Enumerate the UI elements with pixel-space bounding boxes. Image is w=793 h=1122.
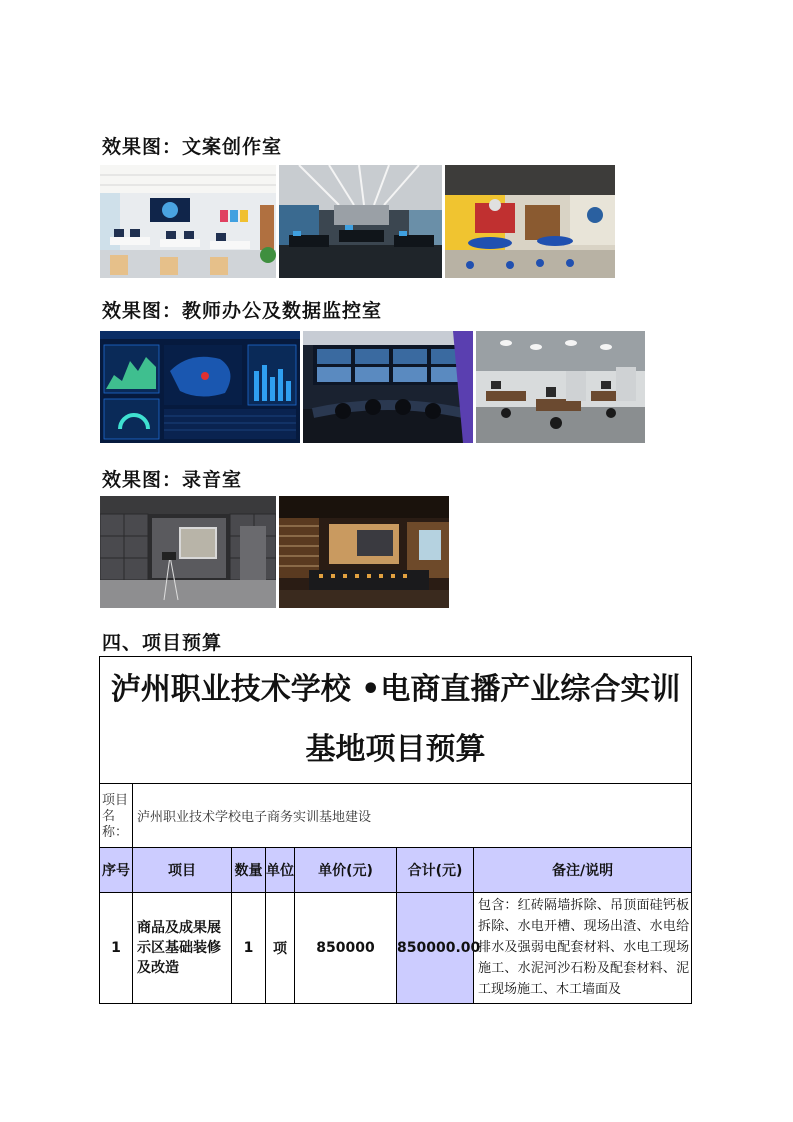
open-office-photo: [476, 331, 645, 443]
header-unit-price: 单价(元): [295, 848, 397, 893]
recording-studio-photo: [279, 496, 449, 608]
table-row: [100, 893, 692, 1004]
header-note: 备注/说明: [474, 848, 692, 893]
header-index: 序号: [100, 848, 133, 893]
table-header-row: [100, 848, 692, 893]
row-item: 商品及成果展示区基础装修及改造: [133, 893, 232, 1004]
data-dashboard-photo: [100, 331, 300, 443]
section-heading-recording: 效果图：录音室: [102, 469, 243, 491]
recording-booth-photo: [100, 496, 276, 608]
project-name-label: 项目名称：: [100, 784, 133, 848]
project-name-value: 泸州职业技术学校电子商务实训基地建设: [133, 784, 692, 848]
header-total: 合计(元): [397, 848, 474, 893]
row-total: 850000.00: [397, 893, 474, 1004]
copywriting-room-photo-2: [279, 165, 442, 278]
row-unit: 项: [266, 893, 295, 1004]
row-qty: 1: [232, 893, 266, 1004]
section-heading-budget: 四、项目预算: [102, 632, 223, 654]
header-qty: 数量: [232, 848, 266, 893]
section-heading-copywriting: 效果图：文案创作室: [102, 136, 283, 158]
monitoring-room-photo: [303, 331, 473, 443]
row-unit-price: 850000: [295, 893, 397, 1004]
copywriting-room-photo-1: [100, 165, 276, 278]
section-heading-office: 效果图：教师办公及数据监控室: [102, 300, 383, 322]
copywriting-room-photo-3: [445, 165, 615, 278]
budget-table: [99, 656, 692, 1004]
budget-title: 泸州职业技术学校 •电商直播产业综合实训基地项目预算: [100, 657, 692, 784]
header-item: 项目: [133, 848, 232, 893]
header-unit: 单位: [266, 848, 295, 893]
row-index: 1: [100, 893, 133, 1004]
row-note: 包含：红砖隔墙拆除、吊顶面硅钙板拆除、水电开槽、现场出渣、水电给排水及强弱电配套材料、水电工现场施工、水泥河沙石粉及配套材料、泥工现场施工、木工墙面及: [474, 893, 692, 1004]
